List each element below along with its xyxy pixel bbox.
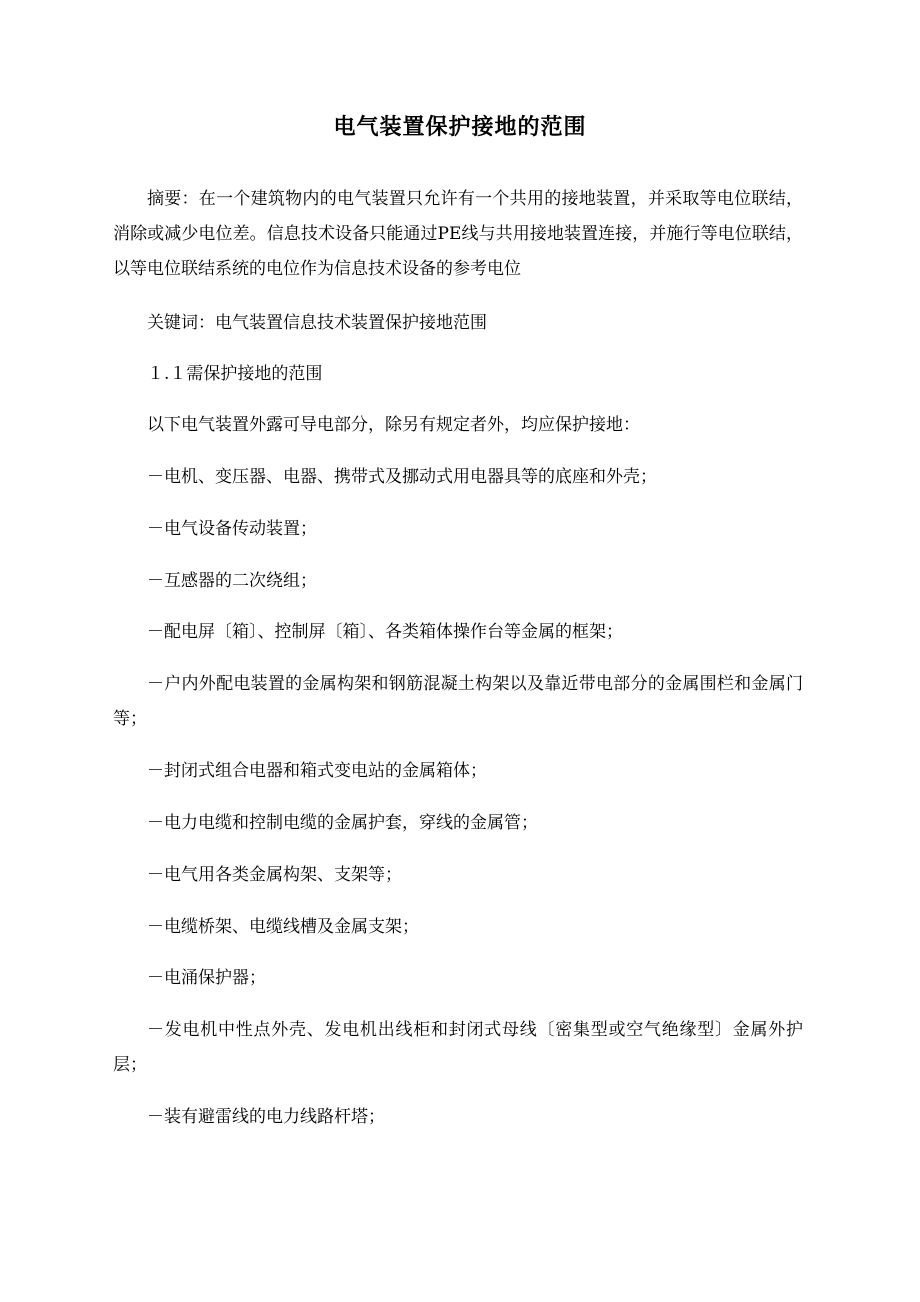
keywords-paragraph: 关键词：电气装置信息技术装置保护接地范围 xyxy=(147,313,487,333)
document-title: 电气装置保护接地的范围 xyxy=(333,115,587,140)
section-heading: １.１需保护接地的范围 xyxy=(147,364,323,384)
list-item: －电气设备传动装置； xyxy=(147,519,317,539)
abstract-paragraph: 摘要：在一个建筑物内的电气装置只允许有一个共用的接地装置，并采取等电位联结，消除或减少电位差。信息技术设备只能通过PE线与共用接地装置连接，并施行等电位联结，以等电位联结系统的电位作为信息技术设备的参考电位 xyxy=(113,189,803,279)
list-item: －电缆桥架、电缆线槽及金属支架； xyxy=(147,917,419,937)
list-item: －配电屏〔箱〕、控制屏〔箱〕、各类箱体操作台等金属的框架； xyxy=(147,622,623,642)
list-item: －户内外配电装置的金属构架和钢筋混凝土构架以及靠近带电部分的金属围栏和金属门等； xyxy=(113,674,803,729)
list-item: －电力电缆和控制电缆的金属护套，穿线的金属管； xyxy=(147,813,538,833)
list-item: －装有避雷线的电力线路杆塔； xyxy=(147,1107,385,1127)
list-item: －发电机中性点外壳、发电机出线柜和封闭式母线〔密集型或空气绝缘型〕金属外护层； xyxy=(113,1020,803,1075)
list-item: －互感器的二次绕组； xyxy=(147,571,317,591)
list-item: －电气用各类金属构架、支架等； xyxy=(147,865,402,885)
intro-paragraph: 以下电气装置外露可导电部分，除另有规定者外，均应保护接地： xyxy=(147,415,640,435)
list-item: －封闭式组合电器和箱式变电站的金属箱体； xyxy=(147,761,487,781)
list-item: －电机、变压器、电器、携带式及挪动式用电器具等的底座和外壳； xyxy=(147,467,657,487)
list-item: －电涌保护器； xyxy=(147,968,266,988)
